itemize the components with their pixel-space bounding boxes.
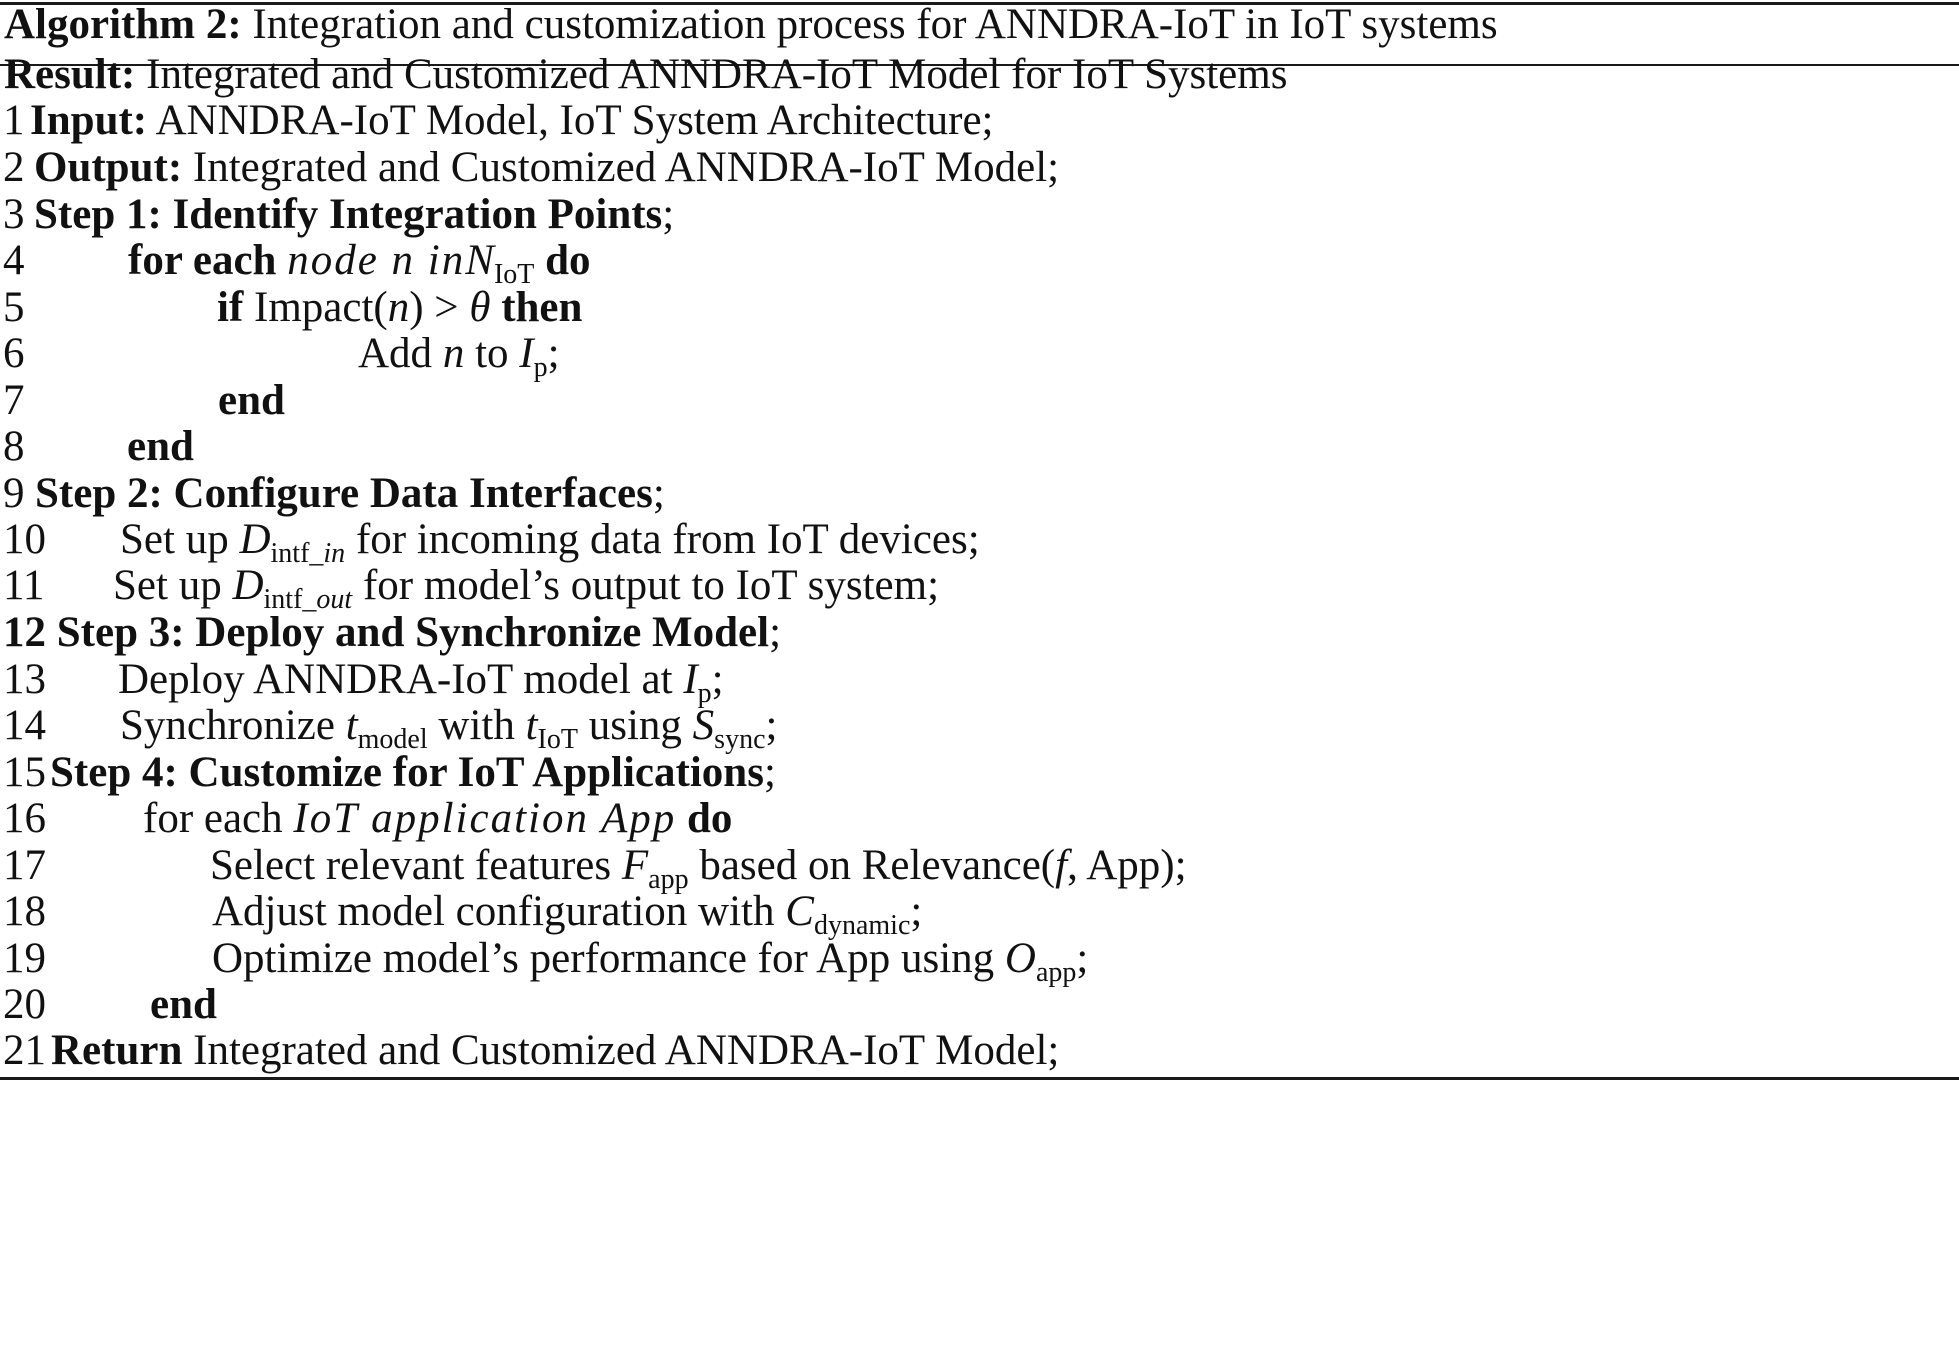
math-var: D	[232, 562, 264, 609]
line-text: with	[427, 702, 526, 749]
line-text: using	[577, 702, 693, 749]
math-var: n	[442, 330, 465, 377]
line-number: 15	[3, 749, 46, 796]
keyword: end	[150, 981, 217, 1028]
line-text: Optimize model’s performance for App using	[212, 935, 1005, 982]
line-text: ;	[1076, 935, 1089, 982]
line-number: 13	[3, 656, 46, 703]
line-text: ) >	[409, 284, 470, 331]
math-var: n	[387, 284, 410, 331]
line-number: 2	[3, 144, 25, 191]
keyword: end	[127, 423, 194, 470]
line-text: Integrated and Customized ANNDRA-IoT Model;	[182, 144, 1060, 191]
keyword: Return	[51, 1027, 183, 1074]
line-text: Select relevant features	[210, 842, 622, 889]
line-number: 21	[3, 1027, 46, 1074]
line-number: 8	[3, 423, 25, 470]
keyword: Output:	[34, 144, 183, 191]
line-text: Impact(	[243, 284, 388, 331]
line-text: Integrated and Customized ANNDRA-IoT Model;	[182, 1027, 1060, 1074]
math-subscript: p	[697, 678, 712, 709]
line-number: 17	[3, 842, 46, 889]
math-var: D	[239, 516, 271, 563]
math-subscript: IoT	[493, 259, 535, 290]
math-var: t	[525, 702, 538, 749]
math-subscript-italic: in	[323, 538, 346, 569]
math-var: N	[465, 237, 494, 284]
line-number: 1	[3, 97, 25, 144]
line-text: , App);	[1067, 842, 1187, 889]
line-text: ANNDRA-IoT Model, IoT System Architecture;	[147, 97, 994, 144]
math-subscript: dynamic	[813, 910, 911, 941]
math-var: C	[785, 888, 814, 935]
line-text: Add	[358, 330, 443, 377]
math-var: θ	[469, 284, 491, 331]
keyword: do	[545, 237, 591, 284]
math-subscript: IoT	[537, 724, 578, 755]
line-number: 4	[3, 237, 25, 284]
line-number: 14	[3, 702, 46, 749]
math-subscript: model	[357, 724, 428, 755]
line-number: 20	[3, 981, 46, 1028]
line-text: for each	[143, 795, 294, 842]
math-subscript: app	[1035, 957, 1077, 988]
line-text: Deploy ANNDRA-IoT model at	[118, 656, 684, 703]
math-subscript-italic: out	[316, 584, 353, 615]
line-number: 19	[3, 935, 46, 982]
line-text: ;	[711, 656, 724, 703]
result-text: Integrated and Customized ANNDRA-IoT Model for IoT Systems	[135, 51, 1288, 98]
bottom-rule	[0, 1077, 1959, 1080]
line-text: ;	[662, 191, 675, 238]
line-number: 7	[3, 377, 25, 424]
math-subscript: intf_	[263, 584, 317, 615]
math-subscript: app	[648, 864, 689, 895]
math-var: f	[1055, 842, 1068, 889]
line-text: to	[464, 330, 520, 377]
keyword: Input:	[30, 97, 148, 144]
keyword: if	[217, 284, 244, 331]
step-heading: Step 2: Configure Data Interfaces	[35, 470, 653, 517]
line-text: ;	[765, 702, 778, 749]
line-number: 11	[3, 562, 45, 609]
line-number: 6	[3, 330, 25, 377]
line-text: ;	[910, 888, 923, 935]
step-heading: 12 Step 3: Deploy and Synchronize Model	[3, 609, 770, 656]
line-text: ;	[547, 330, 560, 377]
line-text: ;	[652, 470, 665, 517]
line-number: 9	[3, 470, 25, 517]
math-var: F	[621, 842, 649, 889]
math-var: I	[683, 656, 698, 703]
step-heading: Step 1: Identify Integration Points	[34, 191, 663, 238]
algorithm-label: Algorithm 2:	[4, 1, 242, 48]
line-number: 10	[3, 516, 46, 563]
loop-variable: IoT application App	[293, 795, 677, 842]
math-var: t	[345, 702, 358, 749]
line-text: Set up	[120, 516, 240, 563]
line-text: ;	[769, 609, 782, 656]
keyword: end	[218, 377, 285, 424]
line-text: for incoming data from IoT devices;	[345, 516, 980, 563]
result-label: Result:	[4, 51, 136, 98]
step-heading: Step 4: Customize for IoT Applications	[50, 749, 764, 796]
math-subscript: intf_	[270, 538, 324, 569]
line-text: based on Relevance(	[688, 842, 1056, 889]
line-text: ;	[763, 749, 776, 796]
math-var: S	[692, 702, 715, 749]
line-number: 5	[3, 284, 25, 331]
math-var: I	[519, 330, 534, 377]
algorithm-title-text: Integration and customization process for ANNDRA-IoT in IoT systems	[241, 1, 1498, 48]
line-text: for model’s output to IoT system;	[352, 562, 940, 609]
line-number: 16	[3, 795, 46, 842]
line-text: Adjust model configuration with	[212, 888, 786, 935]
line-text: Synchronize	[120, 702, 346, 749]
line-text: Set up	[113, 562, 233, 609]
line-number: 18	[3, 888, 46, 935]
math-subscript: sync	[714, 724, 766, 755]
keyword: for each	[128, 237, 277, 284]
keyword: do	[686, 795, 733, 842]
keyword: then	[501, 284, 583, 331]
loop-variable: node n in	[287, 237, 466, 284]
math-subscript: p	[533, 352, 548, 383]
math-var: O	[1004, 935, 1036, 982]
line-number: 3	[3, 191, 25, 238]
